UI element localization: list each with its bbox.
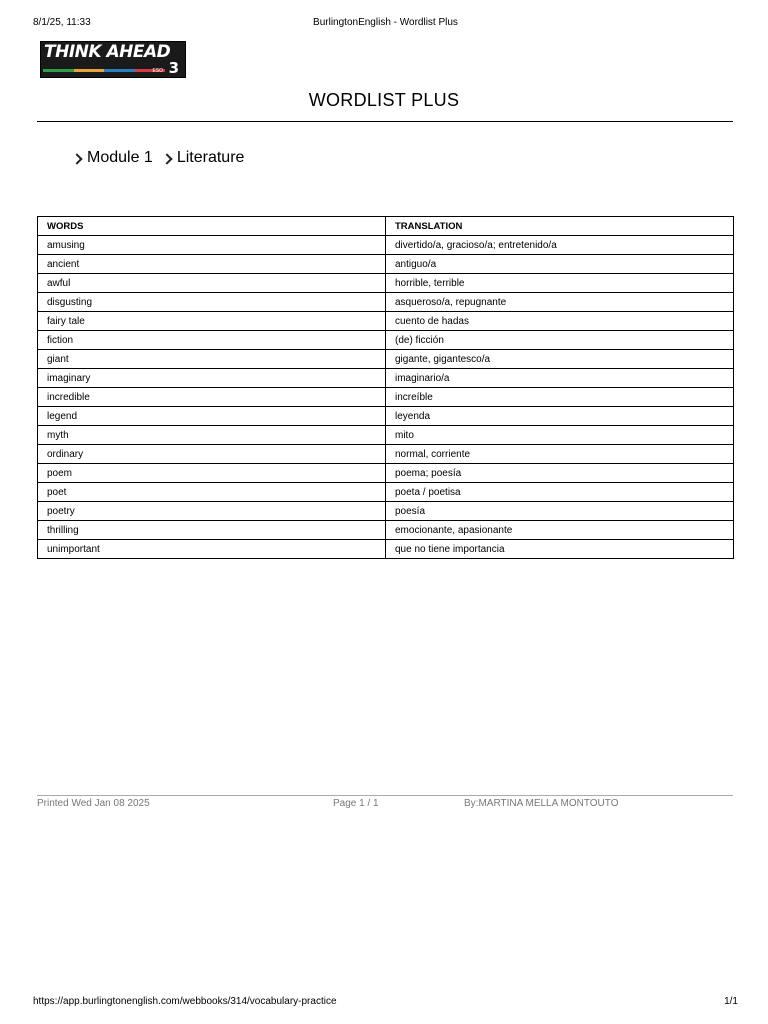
chevron-right-icon [71,153,82,164]
translation-cell: cuento de hadas [386,312,734,331]
table-row [38,483,734,502]
word-cell: thrilling [38,521,386,540]
translation-cell: poema; poesía [386,464,734,483]
page-indicator: Page 1 / 1 [333,798,379,809]
think-ahead-logo [40,41,186,78]
translation-cell: leyenda [386,407,734,426]
print-page-number: 1/1 [724,996,738,1007]
translation-cell: antiguo/a [386,255,734,274]
table-row [38,312,734,331]
table-row [38,369,734,388]
wordlist-body [38,236,734,559]
page-title: WORDLIST PLUS [308,90,460,110]
logo-stripes [43,69,165,72]
print-datetime: 8/1/25, 11:33 [33,17,91,28]
table-row [38,464,734,483]
breadcrumb-label: Module 1 [87,149,153,166]
breadcrumb-item-module[interactable] [73,149,153,167]
table-row [38,521,734,540]
table-row [38,540,734,559]
print-header [33,17,738,31]
print-url: https://app.burlingtonenglish.com/webbooks/314/vocabulary-practice [33,996,337,1007]
table-row [38,426,734,445]
translation-cell: horrible, terrible [386,274,734,293]
footer-divider [37,795,733,796]
word-cell: fiction [38,331,386,350]
table-row [38,350,734,369]
table-row [38,255,734,274]
word-cell: awful [38,274,386,293]
word-cell: imaginary [38,369,386,388]
translation-cell: imaginario/a [386,369,734,388]
word-cell: legend [38,407,386,426]
logo-stripe-green [43,69,74,72]
translation-cell: poeta / poetisa [386,483,734,502]
logo-stripe-blue [104,69,135,72]
word-cell: incredible [38,388,386,407]
translation-cell: divertido/a, gracioso/a; entretenido/a [386,236,734,255]
title-divider [37,121,733,122]
breadcrumb-item-topic[interactable] [163,149,245,167]
word-cell: ancient [38,255,386,274]
logo-stripe-orange [74,69,105,72]
table-row [38,407,734,426]
word-cell: amusing [38,236,386,255]
table-row [38,331,734,350]
word-cell: myth [38,426,386,445]
wordlist-table [37,216,734,559]
printed-date: Printed Wed Jan 08 2025 [37,798,150,809]
logo-text: THINK AHEAD [44,42,171,62]
word-cell: poetry [38,502,386,521]
translation-cell: (de) ficción [386,331,734,350]
page-footer [37,798,733,812]
word-cell: disgusting [38,293,386,312]
breadcrumb [73,149,254,167]
translation-cell: poesía [386,502,734,521]
word-cell: giant [38,350,386,369]
word-cell: poet [38,483,386,502]
translation-cell: gigante, gigantesco/a [386,350,734,369]
column-header-words: WORDS [38,217,386,236]
print-footer [33,996,738,1010]
chevron-right-icon [161,153,172,164]
word-cell: unimportant [38,540,386,559]
logo-number: 3 [168,59,179,77]
table-row [38,293,734,312]
table-row [38,445,734,464]
word-cell: fairy tale [38,312,386,331]
translation-cell: normal, corriente [386,445,734,464]
translation-cell: asqueroso/a, repugnante [386,293,734,312]
table-row [38,388,734,407]
table-row [38,274,734,293]
author-name: By:MARTINA MELLA MONTOUTO [464,798,619,809]
table-row [38,236,734,255]
translation-cell: emocionante, apasionante [386,521,734,540]
table-row [38,502,734,521]
word-cell: poem [38,464,386,483]
word-cell: ordinary [38,445,386,464]
print-page-title: BurlingtonEnglish - Wordlist Plus [313,17,458,28]
translation-cell: que no tiene importancia [386,540,734,559]
logo-small-text: ESO [152,68,163,74]
column-header-translation: TRANSLATION [386,217,734,236]
translation-cell: mito [386,426,734,445]
breadcrumb-label: Literature [176,149,245,166]
table-header-row [38,217,734,236]
translation-cell: increíble [386,388,734,407]
